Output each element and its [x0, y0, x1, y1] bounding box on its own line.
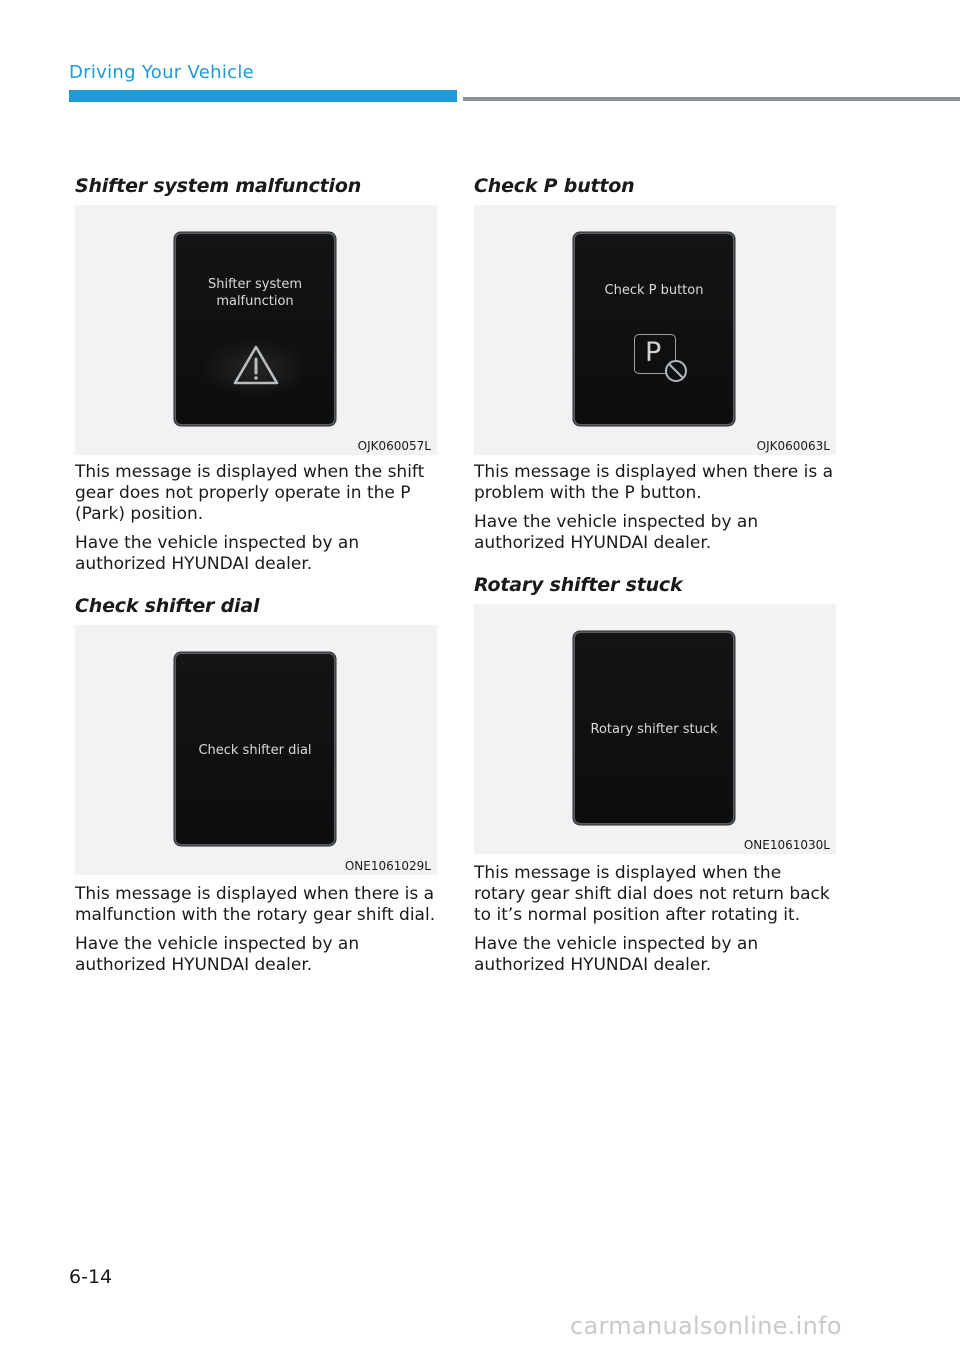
- cluster-screen: [176, 654, 334, 844]
- paragraph: This message is displayed when there is a malfunction with the rotary gear shift dial.: [75, 884, 436, 925]
- figure-rotary-stuck: [474, 604, 836, 854]
- paragraph: This message is displayed when there is a problem with the P button.: [474, 462, 834, 503]
- chapter-title: Driving Your Vehicle: [69, 62, 254, 83]
- paragraph: This message is displayed when the shift gear does not properly operate in the P (Park) position.: [75, 462, 425, 524]
- watermark: carmanualsonline.info: [570, 1312, 842, 1340]
- figure-code: ONE1061029L: [344, 859, 431, 873]
- header-accent-bar: [69, 90, 457, 102]
- page-number: 6-14: [69, 1266, 113, 1288]
- p-letter: P: [645, 337, 662, 368]
- figure-code: OJK060057L: [357, 439, 431, 453]
- figure-code: ONE1061030L: [743, 838, 830, 852]
- paragraph: Have the vehicle inspected by an authorized HYUNDAI dealer.: [75, 934, 360, 975]
- cluster-screen: [575, 633, 733, 823]
- section-heading-rotary-stuck: Rotary shifter stuck: [474, 574, 683, 596]
- screen-message: Rotary shifter stuck: [590, 722, 718, 737]
- warning-triangle-icon: [232, 344, 280, 386]
- screen-message: Check shifter dial: [198, 743, 312, 758]
- section-heading-check-p: Check P button: [474, 175, 635, 197]
- screen-message: Shifter system malfunction: [207, 277, 303, 309]
- figure-check-dial: [75, 625, 437, 875]
- figure-shifter-malfunction: [75, 205, 437, 455]
- cluster-screen: [176, 234, 334, 424]
- prohibited-icon: [663, 358, 689, 384]
- figure-code: OJK060063L: [756, 439, 830, 453]
- header-rule: [463, 97, 960, 101]
- paragraph: This message is displayed when the rotary gear shift dial does not return back to it’s normal position after rotating it.: [474, 863, 830, 925]
- right-column: [474, 172, 836, 976]
- paragraph: Have the vehicle inspected by an authorized HYUNDAI dealer.: [474, 934, 759, 975]
- cluster-screen: [575, 234, 733, 424]
- section-heading-check-dial: Check shifter dial: [75, 595, 260, 617]
- figure-check-p: [474, 205, 836, 455]
- section-heading-shifter-malfunction: Shifter system malfunction: [75, 175, 362, 197]
- screen-message: Check P button: [604, 283, 704, 298]
- paragraph: Have the vehicle inspected by an authorized HYUNDAI dealer.: [474, 512, 759, 553]
- paragraph: Have the vehicle inspected by an authorized HYUNDAI dealer.: [75, 533, 360, 574]
- left-column: [75, 172, 437, 976]
